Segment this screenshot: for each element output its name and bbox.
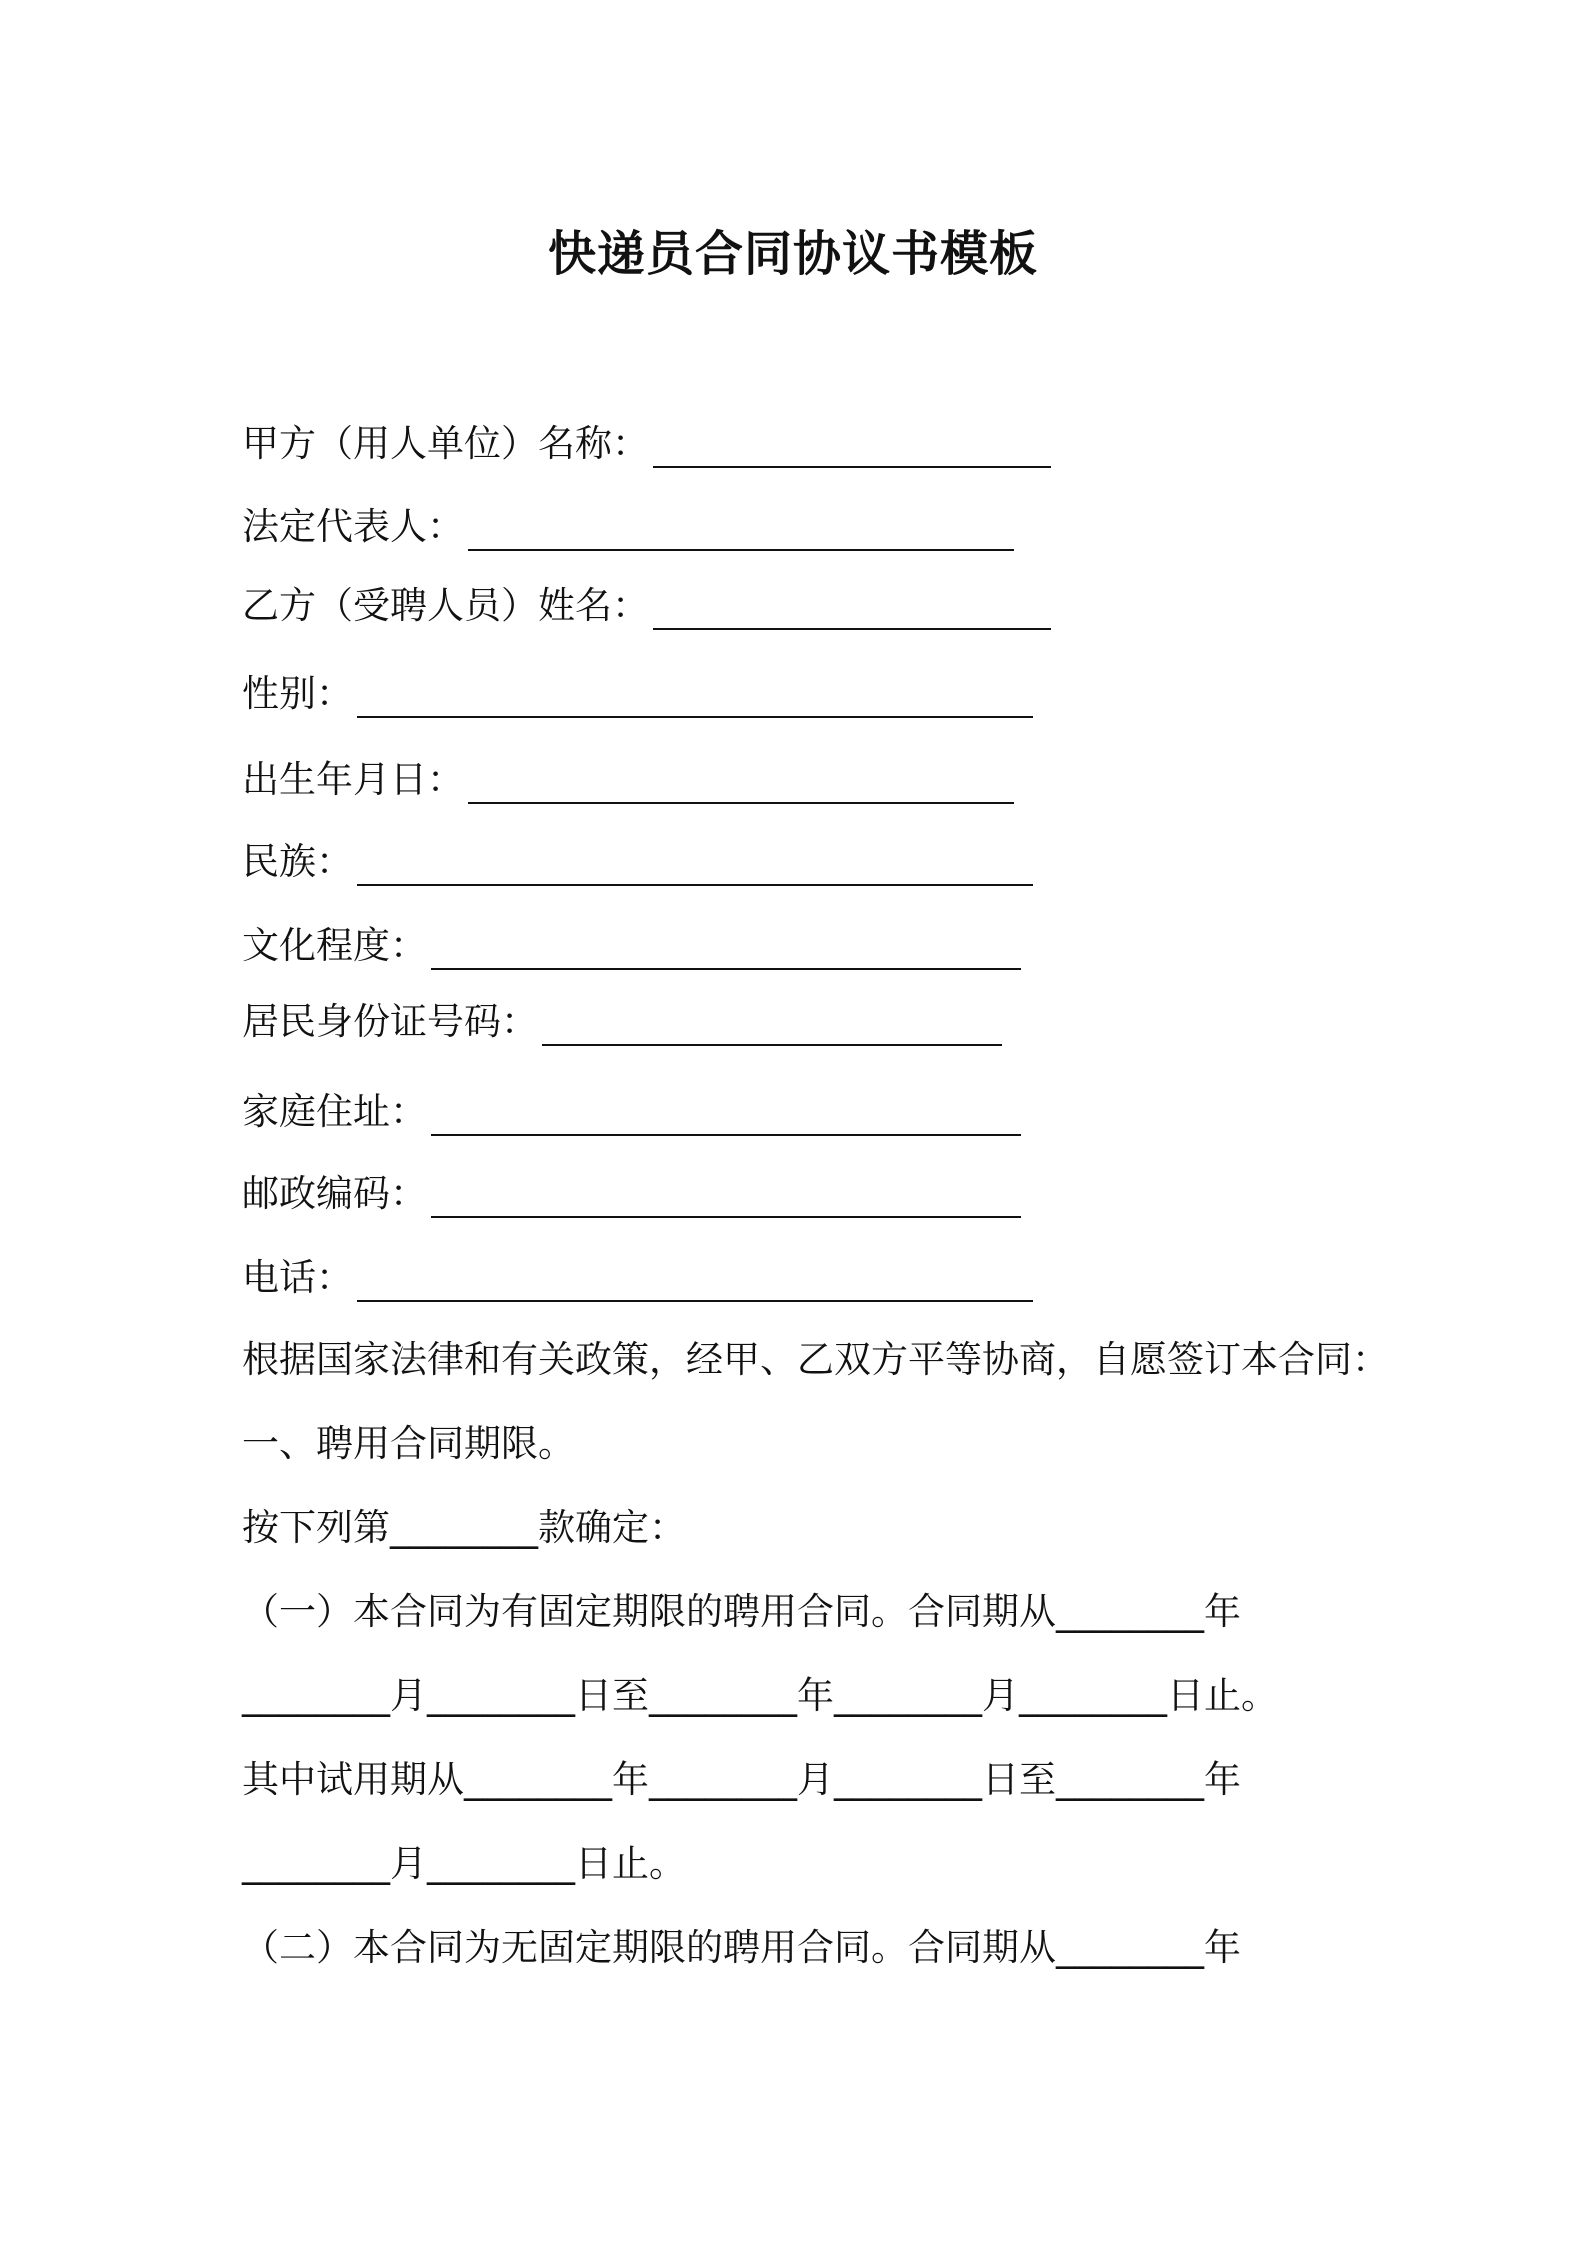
field-postal-code [242,1170,1021,1218]
document-title: 快递员合同协议书模板 [547,226,1038,282]
field-ethnicity [242,838,1033,886]
field-label: 电话： [242,1256,353,1299]
home-address-blank[interactable] [431,1100,1021,1136]
field-id-number [242,998,1002,1046]
legal-representative-blank[interactable] [468,515,1014,551]
birth-date-blank[interactable] [468,768,1014,804]
field-label: 民族： [242,840,353,883]
field-label: 法定代表人： [242,505,464,548]
gender-blank[interactable] [357,682,1033,718]
field-gender [242,670,1033,718]
field-label: 乙方（受聘人员）姓名： [242,584,649,627]
employee-name-blank[interactable] [653,594,1051,630]
phone-blank[interactable] [357,1266,1033,1302]
employer-name-blank[interactable] [653,432,1051,468]
postal-code-blank[interactable] [431,1182,1021,1218]
intro-paragraph: 根据国家法律和有关政策，经甲、乙双方平等协商，自愿签订本合同： [242,1338,1389,1381]
field-label: 邮政编码： [242,1172,427,1215]
field-legal-representative [242,503,1014,551]
clause-probation-line-1: 其中试用期从________年________月________日至________年 [242,1758,1241,1801]
clause-probation-line-2: ________月________日止。 [242,1842,686,1885]
field-label: 出生年月日： [242,758,464,801]
field-employee-name [242,582,1051,630]
field-home-address [242,1088,1021,1136]
clause-fixed-term-line-2: ________月________日至________年________月________日止。 [242,1674,1278,1717]
field-label: 性别： [242,672,353,715]
field-label: 居民身份证号码： [242,1000,538,1043]
clause-selection-rule: 按下列第________款确定： [242,1506,686,1549]
field-employer-name [242,420,1051,468]
field-label: 甲方（用人单位）名称： [242,422,649,465]
field-education [242,922,1021,970]
field-birth-date [242,756,1014,804]
clause-open-term-line-1: （二）本合同为无固定期限的聘用合同。合同期从________年 [242,1926,1241,1969]
field-label: 文化程度： [242,924,427,967]
field-label: 家庭住址： [242,1090,427,1133]
clause-fixed-term-line-1: （一）本合同为有固定期限的聘用合同。合同期从________年 [242,1590,1241,1633]
education-blank[interactable] [431,934,1021,970]
ethnicity-blank[interactable] [357,850,1033,886]
id-number-blank[interactable] [542,1010,1002,1046]
field-phone [242,1254,1033,1302]
section-heading-term: 一、聘用合同期限。 [242,1422,575,1465]
